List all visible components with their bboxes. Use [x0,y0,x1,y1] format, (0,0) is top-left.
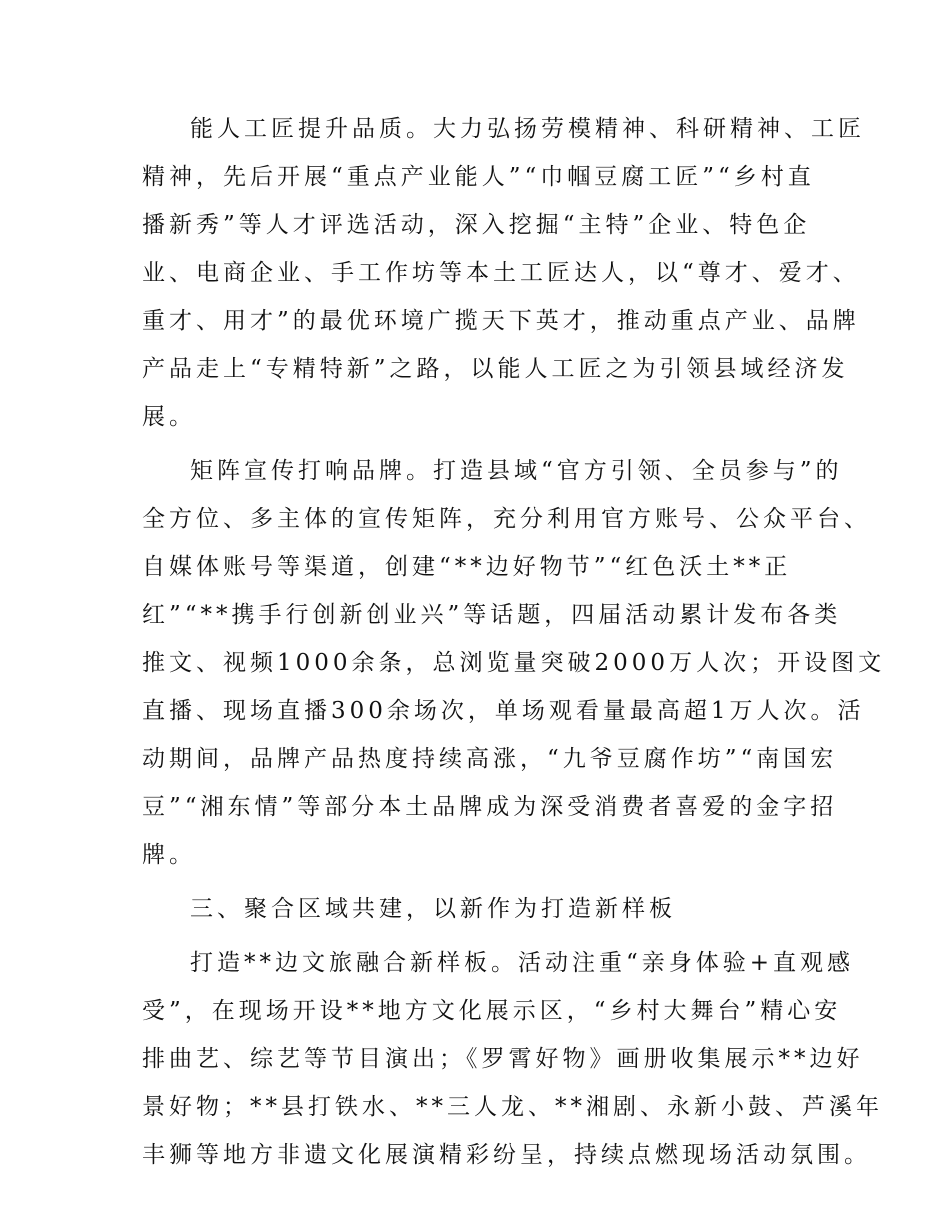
document-body [142,112,886,1172]
paragraph-line: 打造**边文旅融合新样板。活动注重“亲身体验+直观感 [190,950,855,976]
section-heading [142,892,812,926]
paragraph-line: 矩阵宣传打响品牌。打造县域“官方引领、全员参与”的 [190,458,843,484]
paragraph-line: 景好物；**县打铁水、**三人龙、**湘剧、永新小鼓、芦溪年 [142,1094,883,1120]
paragraph-line: 重才、用才”的最优环境广揽天下英才，推动重点产业、品牌 [142,308,860,334]
paragraph-line: 精神，先后开展“重点产业能人”“巾帼豆腐工匠”“乡村直 [142,164,815,190]
paragraph-line: 播新秀”等人才评选活动，深入挖掘“主特”企业、特色企 [142,212,811,238]
paragraph-culture-tourism [142,946,883,1172]
paragraph-line: 展。 [142,404,196,430]
paragraph-line: 豆”“湘东情”等部分本土品牌成为深受消费者喜爱的金字招 [142,794,838,820]
paragraph-line: 动期间，品牌产品热度持续高涨，“九爷豆腐作坊”“南国宏 [142,746,838,772]
paragraph-line: 能人工匠提升品质。大力弘扬劳模精神、科研精神、工匠 [190,116,865,142]
paragraph-line: 推文、视频1000余条，总浏览量突破2000万人次；开设图文 [142,650,886,676]
paragraph-line: 产品走上“专精特新”之路，以能人工匠之为引领县域经济发 [142,356,849,382]
section-heading-text: 三、聚合区域共建，以新作为打造新样板 [190,896,676,922]
paragraph-talent-cont [142,160,860,434]
paragraph-line: 直播、现场直播300余场次，单场观看量最高超1万人次。活 [142,698,865,724]
paragraph-line: 自媒体账号等渠道，创建“**边好物节”“红色沃土**正 [142,554,792,580]
paragraph-line: 牌。 [142,842,196,868]
paragraph-line: 丰狮等地方非遗文化展演精彩纷呈，持续点燃现场活动氛围。 [142,1142,871,1168]
paragraph-line: 业、电商企业、手工作坊等本土工匠达人，以“尊才、爱才、 [142,260,860,286]
paragraph-line: 受”，在现场开设**地方文化展示区，“乡村大舞台”精心安 [142,998,842,1024]
paragraph-line: 排曲艺、综艺等节目演出；《罗霄好物》画册收集展示**边好 [142,1046,864,1072]
paragraph-line: 红”“**携手行创新创业兴”等话题，四届活动累计发布各类 [142,602,842,628]
paragraph-promotion [142,454,886,872]
paragraph-line: 全方位、多主体的宣传矩阵，充分利用官方账号、公众平台、 [142,506,871,532]
paragraph-talent [142,112,865,146]
